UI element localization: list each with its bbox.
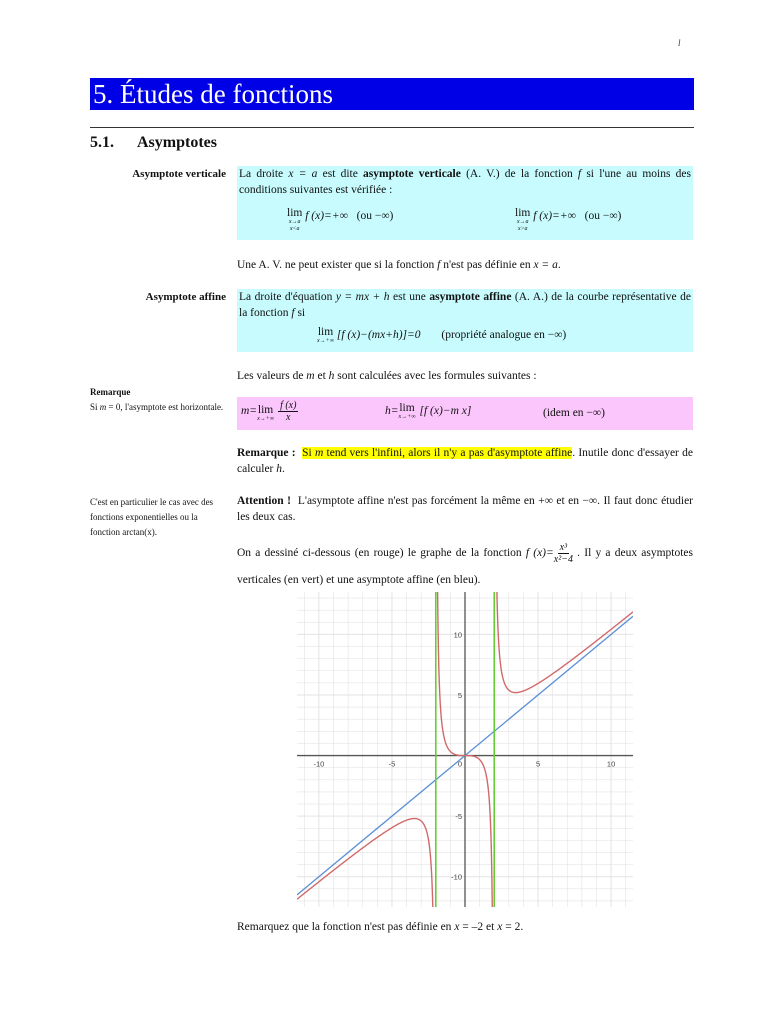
side-label-vertical: Asymptote verticale [132, 168, 226, 180]
formula-m: m= lim x→+∞ $\frac{f (x)}{x}$ [241, 399, 297, 423]
remark-highlight: Si m tend vers l'infini, alors il n'y a pas d'asymptote affine [302, 447, 573, 459]
vertical-limit-left: lim x→a x<a f (x)=+∞ (ou −∞) [287, 207, 394, 232]
function-curve-right [495, 592, 633, 693]
x-tick-label: -5 [388, 759, 396, 769]
remark-paragraph: Remarque : Si m tend vers l'infini, alors il n'y a pas d'asymptote affine. Inutile donc d'essayer de calculer h. [237, 447, 693, 475]
chapter-title: 5. Études de fonctions [90, 78, 694, 110]
y-tick-label: 10 [453, 630, 462, 640]
section-heading [90, 134, 217, 152]
affine-definition: La droite d'équation y = mx + h est une asymptote affine (A. A.) de la courbe représentative de la fonction f si [239, 291, 691, 319]
formula-idem: (idem en −∞) [543, 407, 605, 419]
side-note-horizontal: Remarque Si m = 0, l'asymptote est horizontale. [90, 387, 224, 412]
y-tick-label: 5 [457, 690, 462, 700]
section-number: 5.1. [90, 134, 114, 151]
origin-label: 0 [457, 759, 462, 769]
function-curve-left [297, 819, 435, 907]
vertical-condition-note: Une A. V. ne peut exister que si la fonction f n'est pas définie en x = a. [237, 259, 561, 271]
x-tick-label: 10 [606, 759, 616, 769]
function-graph [297, 592, 633, 907]
vertical-limit-right: lim x→a x>a f (x)=+∞ (ou −∞) [515, 207, 622, 232]
y-tick-label: -10 [451, 872, 462, 882]
remark-label: Remarque : [237, 447, 296, 459]
formula-h: h= lim x→+∞ [f (x)−m x] [385, 402, 472, 420]
side-note-exponential: C'est en particulier le cas avec des fonctions exponentielles ou la fonction arctan(x). [90, 497, 214, 537]
conclusion-paragraph: Remarquez que la fonction n'est pas définie en x = –2 et x = 2. [237, 921, 524, 933]
affine-limit: lim x→+∞ [f (x)−(mx+h)]=0 (propriété analogue en −∞) [317, 326, 567, 344]
formulas-box [237, 397, 693, 430]
y-tick-label: -5 [455, 812, 462, 822]
vertical-definition: La droite x = a est dite asymptote verticale (A. V.) de la fonction f si l'une au moins des conditions suivantes est vérifiée : [239, 168, 691, 196]
page-number: l [678, 38, 681, 48]
title-rule [90, 127, 694, 128]
affine-values-intro: Les valeurs de m et h sont calculées avec les formules suivantes : [237, 370, 537, 382]
attention-label: Attention ! [237, 495, 291, 507]
vertical-definition-box [237, 166, 693, 240]
x-tick-label: -10 [313, 759, 325, 769]
affine-definition-box [237, 289, 693, 352]
attention-paragraph: Attention ! L'asymptote affine n'est pas forcément la même en +∞ et en −∞. Il faut donc étudier les deux cas. [237, 495, 694, 523]
section-title: Asymptotes [137, 134, 217, 151]
x-tick-label: 5 [535, 759, 541, 769]
graph-intro: On a dessiné ci-dessous (en rouge) le graphe de la fonction f (x)= $\frac{\text{x³}}{\text{x²−4}}$ . Il y a deux asymptotes verticales (en vert) et une asymptote affine (en bleu). [237, 541, 694, 586]
side-label-affine: Asymptote affine [145, 291, 226, 303]
